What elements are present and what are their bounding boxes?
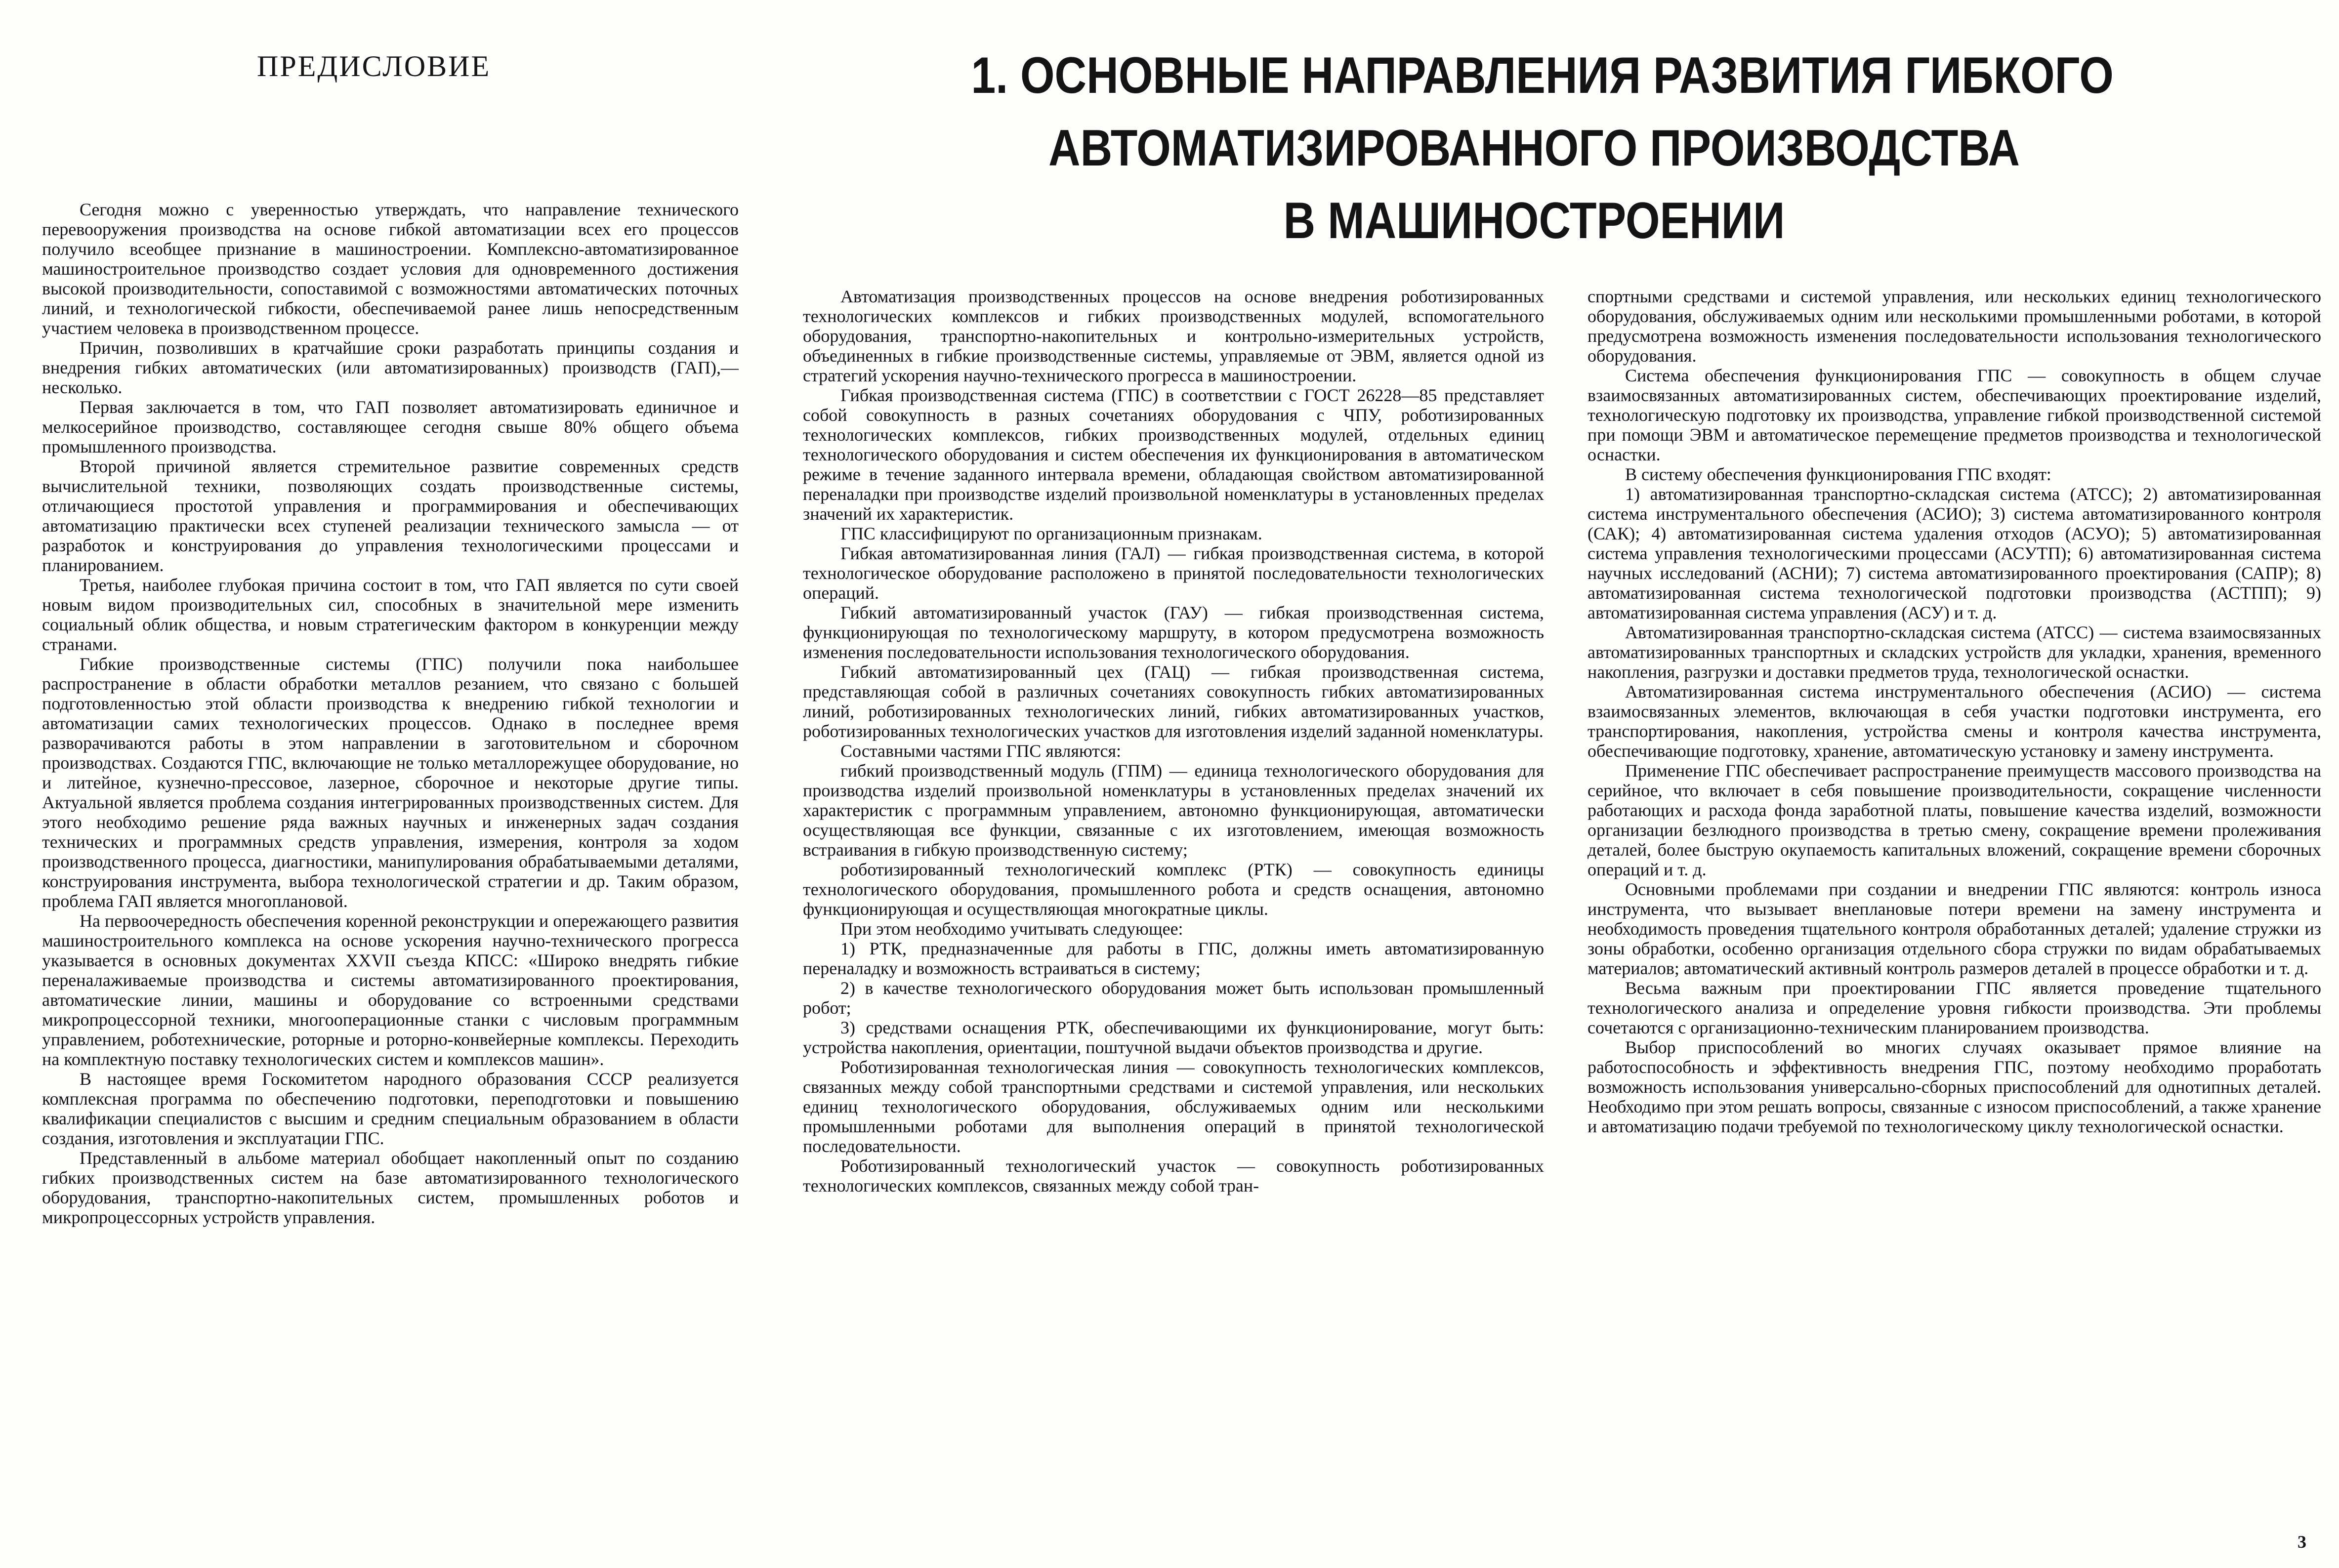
preface-paragraph: Представленный в альбоме материал обобщает накопленный опыт по созданию гибких производственных систем на базе автоматизированного технологического оборудования, транспортно-накопительных систем, промышленных роботов и микропроцессорных устройств управления. xyxy=(42,1148,739,1227)
chapter-column-left xyxy=(803,287,1544,1541)
preface-paragraph: На первоочередность обеспечения коренной реконструкции и опережающего развития машиностроительного комплекса на основе ускорения научно-технического прогресса указывается в основных документах XXVII съезда КПСС: «Широко внедрять гибкие переналаживаемые производства и системы автоматизированного проектирования, автоматические линии, машины и оборудование со встроенными средствами микропроцессорной техники, многооперационные станки с числовым программным управлением, роботехнические, роторные и роторно-конвейерные комплексы. Переходить на комплектную поставку технологических систем и комплексов машин». xyxy=(42,911,739,1069)
preface-paragraph: Второй причиной является стремительное развитие современных средств вычислительной техники, позволяющих создать производственные системы, отличающиеся простотой управления и программирования и обеспечивающих автоматизацию практически всех ступеней реализации технического замысла — от разработок и конструирования до управления технологическими процессами и планированием. xyxy=(42,456,739,575)
preface-paragraph: В настоящее время Госкомитетом народного образования СССР реализуется комплексная программа по обеспечению подготовки, переподготовки и повышению квалификации специалистов с высшим и средним специальным образованием в области создания, изготовления и эксплуатации ГПС. xyxy=(42,1069,739,1148)
body-paragraph: Применение ГПС обеспечивает распространение преимуществ массового производства на серийное, что включает в себя повышение производительности, сокращение численности работающих и расхода фонда заработной платы, повышение качества изделий, возможности организации безлюдного производства в третью смену, сокращение времени пролеживания деталей, более быструю окупаемость капитальных вложений, сокращение времени сборочных операций и т. д. xyxy=(1587,761,2321,879)
body-paragraph: В систему обеспечения функционирования ГПС входят: xyxy=(1625,464,2051,484)
list-item: 3) средствами оснащения РТК, обеспечивающими их функционирование, могут быть: устройства накопления, ориентации, поштучной выдачи объектов производства и другие. xyxy=(803,1018,1544,1057)
body-paragraph: Гибкая автоматизированная линия (ГАЛ) — гибкая производственная система, в которой технологическое оборудование расположено в принятой последовательности технологических операций. xyxy=(803,543,1544,603)
list-item: 1) РТК, предназначенные для работы в ГПС, должны иметь автоматизированную переналадку и возможность встраиваться в систему; xyxy=(803,939,1544,978)
body-paragraph: 1) автоматизированная транспортно-складская система (АТСС); 2) автоматизированная система инструментального обеспечения (АСИО); 3) система автоматизированного контроля (САК); 4) автоматизированная система удаления отходов (АСУО); 5) автоматизированная система управления технологическими процессами (АСУТП); 6) автоматизированная система научных исследований (АСНИ); 7) система автоматизированного проектирования (САПР); 8) автоматизированная система технологической подготовки производства (АСТПП); 9) автоматизированная система управления (АСУ) и т. д. xyxy=(1587,484,2321,622)
body-paragraph: Система обеспечения функционирования ГПС — совокупность в общем случае взаимосвязанных автоматизированных систем, обеспечивающих проектирование изделий, технологическую подготовку их производства, управление гибкой производственной системой при помощи ЭВМ и автоматическое перемещение предметов производства и технологической оснастки. xyxy=(1587,366,2321,464)
chapter-title xyxy=(971,40,2114,257)
body-paragraph: Выбор приспособлений во многих случаях оказывает прямое влияние на работоспособность и эффективность внедрения ГПС, поэтому необходимо проработать возможность использования универсально-сборных приспособлений для однотипных деталей. Необходимо при этом решать вопросы, связанные с износом приспособлений, а также хранение и автоматизацию подачи требуемой по технологическому циклу технологической оснастки. xyxy=(1587,1037,2321,1136)
preface-paragraph: Первая заключается в том, что ГАП позволяет автоматизировать единичное и мелкосерийное производство, составляющее сегодня свыше 80% общего объема промышленного производства. xyxy=(42,397,739,456)
preface-paragraph: Сегодня можно с уверенностью утверждать, что направление технического перевооружения производства на основе гибкой автоматизации всех его процессов получило всеобщее признание в машиностроении. Комплексно-автоматизированное машиностроительное производство создает условия для одновременного достижения высокой производительности, сопоставимой с возможностями автоматических поточных линий, и технологической гибкости, обеспечиваемой ранее лишь непосредственным участием человека в производственном процессе. xyxy=(42,200,739,338)
chapter-title-line: 1. ОСНОВНЫЕ НАПРАВЛЕНИЯ РАЗВИТИЯ ГИБКОГО xyxy=(971,47,2114,104)
body-paragraph: Автоматизация производственных процессов на основе внедрения роботизированных технологических комплексов и гибких производственных модулей, вспомогательного оборудования, транспортно-накопительных и контрольно-измерительных устройств, объединенных в гибкие производственные системы, управляемые от ЭВМ, является одной из стратегий ускорения научно-технического прогресса в машиностроении. xyxy=(803,287,1544,385)
page-number: 3 xyxy=(2297,1532,2306,1552)
chapter-title-line: В МАШИНОСТРОЕНИИ xyxy=(1283,192,1785,249)
body-paragraph: роботизированный технологический комплекс (РТК) — совокупность единицы технологического оборудования, промышленного робота и средств оснащения, автономно функционирующая и осуществляющая многократные циклы. xyxy=(803,860,1544,919)
body-paragraph: Гибкий автоматизированный участок (ГАУ) — гибкая производственная система, функционирующая по технологическому маршруту, в котором предусмотрена возможность изменения последовательности использования технологического оборудования. xyxy=(803,603,1544,662)
body-paragraph: Весьма важным при проектировании ГПС является проведение тщательного технологического анализа и определение уровня гибкости производства. Эти проблемы сочетаются с организационно-техническим планированием производства. xyxy=(1587,978,2321,1037)
body-paragraph: ГПС классифицируют по организационным признакам. xyxy=(840,524,1262,543)
body-paragraph: Автоматизированная система инструментального обеспечения (АСИО) — система взаимосвязанных элементов, включающая в себя участки подготовки инструмента, его транспортирования, накопления, устройства смены и контроля качества инструмента, обеспечивающие подготовку, хранение, автоматическую установку и замену инструмента. xyxy=(1587,682,2321,761)
body-paragraph: Роботизированная технологическая линия — совокупность технологических комплексов, связанных между собой транспортными средствами и системой управления, или нескольких единиц технологического оборудования, обслуживаемых одним или несколькими промышленными роботами для выполнения операций в принятой технологической последовательности. xyxy=(803,1057,1544,1156)
preface-paragraph: Третья, наиболее глубокая причина состоит в том, что ГАП является по сути своей новым видом производительных сил, способных в значительной мере изменить социальный облик общества, и новым стратегическим фактором в конкуренции между странами. xyxy=(42,575,739,654)
chapter-title-line: АВТОМАТИЗИРОВАННОГО ПРОИЗВОДСТВА xyxy=(1048,120,2020,177)
preface-column xyxy=(42,200,739,1435)
body-paragraph: гибкий производственный модуль (ГПМ) — единица технологического оборудования для производства изделий произвольной номенклатуры в установленных пределах значений их характеристик с программным управлением, автономно функционирующая, автоматически осуществляющая все функции, связанные с их изготовлением, имеющая возможность встраивания в гибкую производственную систему; xyxy=(803,761,1544,860)
body-paragraph: спортными средствами и системой управления, или нескольких единиц технологического оборудования, обслуживаемых одним или несколькими промышленными роботами, в которой предусмотрена возможность изменения последовательности использования технологического оборудования. xyxy=(1587,287,2321,366)
body-paragraph: Основными проблемами при создании и внедрении ГПС являются: контроль износа инструмента, что вызывает внеплановые потери времени на замену инструмента и необходимость проведения тщательного контроля обработанных деталей; удаление стружки из зоны обработки, особенно организация отдельного сбора стружки по видам обрабатываемых материалов; автоматический активный контроль размеров деталей в процессе обработки и т. д. xyxy=(1587,879,2321,978)
body-paragraph: Роботизированный технологический участок — совокупность роботизированных технологических комплексов, связанных между собой тран- xyxy=(803,1156,1544,1196)
chapter-column-right xyxy=(1587,287,2321,1522)
preface-paragraph: Причин, позволивших в кратчайшие сроки разработать принципы создания и внедрения гибких автоматических (или автоматизированных) производств (ГАП),— несколько. xyxy=(42,338,739,397)
body-paragraph: Составными частями ГПС являются: xyxy=(840,741,1122,761)
body-paragraph: Автоматизированная транспортно-складская система (АТСС) — система взаимосвязанных автоматизированных транспортных и складских устройств для укладки, хранения, временного накопления, разгрузки и доставки предметов труда, технологической оснастки. xyxy=(1587,622,2321,682)
body-paragraph: Гибкая производственная система (ГПС) в соответствии с ГОСТ 26228—85 представляет собой совокупность в разных сочетаниях оборудования с ЧПУ, роботизированных технологических комплексов, гибких производственных модулей, отдельных единиц технологического оборудования и систем обеспечения их функционирования в автоматическом режиме в течение заданного интервала времени, обладающая свойством автоматизированной переналадки при производстве изделий произвольной номенклатуры в установленных пределах значений их характеристик. xyxy=(803,385,1544,524)
preface-heading: ПРЕДИСЛОВИЕ xyxy=(257,50,491,83)
body-paragraph: Гибкий автоматизированный цех (ГАЦ) — гибкая производственная система, представляющая собой в различных сочетаниях совокупность гибких автоматизированных линий, роботизированных технологических линий, гибких автоматизированных участков, роботизированных технологических участков для изготовления изделий заданной номенклатуры. xyxy=(803,662,1544,741)
list-item: 2) в качестве технологического оборудования может быть использован промышленный робот; xyxy=(803,978,1544,1018)
preface-paragraph: Гибкие производственные системы (ГПС) получили пока наибольшее распространение в области обработки металлов резанием, что связано с большей подготовленностью этой области производства к внедрению гибкой технологии и автоматизации самих технологических процессов. Однако в последнее время разворачиваются работы в этом направлении в заготовительном и сборочном производствах. Создаются ГПС, включающие не только металлорежущее оборудование, но и литейное, кузнечно-прессовое, лазерное, сборочное и некоторые другие типы. Актуальной является проблема создания интегрированных производственных систем. Для этого необходимо решение ряда важных научных и инженерных задач создания технических и программных средств управления, измерения, контроля за ходом производственного процесса, диагностики, манипулирования обрабатываемыми деталями, конструирования инструмента, выбора технологической стратегии и др. Таким образом, проблема ГАП является многоплановой. xyxy=(42,654,739,911)
body-paragraph: При этом необходимо учитывать следующее: xyxy=(840,919,1183,939)
